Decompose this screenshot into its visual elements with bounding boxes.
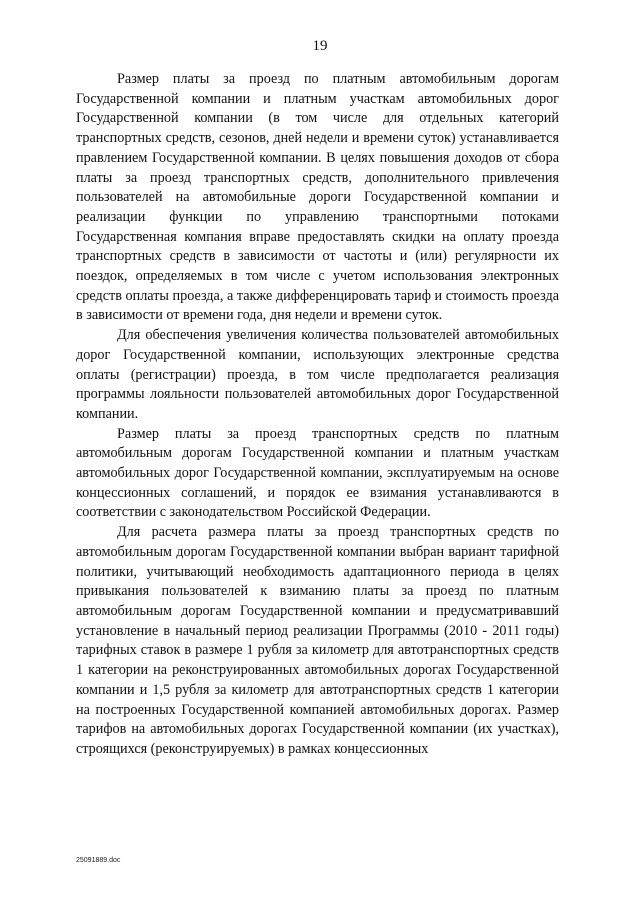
page-number: 19 <box>312 38 328 54</box>
footer-document-reference: 25091889.doc <box>76 857 121 864</box>
paragraph-loyalty-program: Для обеспечения увеличения количества пользователей автомобильных дорог Государственной компании, использующих электронные средства оплаты (регистрации) проезда, в том числе предполагается реализация программы лояльности пользователей автомобильных дорог Государственной компании. <box>76 327 559 422</box>
paragraph-tariff-policy: Для расчета размера платы за проезд транспортных средств по автомобильным дорогам Государственной компании выбран вариант тарифной политики, учитывающий необходимость адаптационного периода в целях привыкания пользователей к взиманию платы за проезд по платным автомобильным дорогам Государственной компании и предусматривавший установление в начальный период реализации Программы (2010 - 2011 годы) тарифных ставок в размере 1 рубля за километр для автотранспортных средств 1 категории на реконструированных автомобильных дорогах Государственной компании и 1,5 рубля за километр для автотранспортных средств 1 категории на построенных Государственной компанией автомобильных дорогах. Размер тарифов на автомобильных дорогах Государственной компании (их участках), строящихся (реконструируемых) в рамках концессионных <box>76 524 559 757</box>
document-body <box>76 70 559 760</box>
paragraph-concession-roads-fees: Размер платы за проезд транспортных средств по платным автомобильным дорогам Государственной компании и платным участкам автомобильных дорог Государственной компании, эксплуатируемым на основе концессионных соглашений, и порядок ее взимания устанавливаются в соответствии с законодательством Российской Федерации. <box>76 425 559 521</box>
paragraph-toll-rates-and-discounts: Размер платы за проезд по платным автомобильным дорогам Государственной компании и платным участкам автомобильных дорог Государственной компании (в том числе для отдельных категорий транспортных средств, сезонов, дней недели и времени суток) устанавливается правлением Государственной компании. В целях повышения доходов от сбора платы за проезд транспортных средств, дополнительного привлечения пользователей на автомобильные дороги Государственной компании и реализации функции по управлению транспортными потоками Государственная компания вправе предоставлять скидки на оплату проезда транспортных средств в зависимости от частоты и (или) регулярности их поездок, определяемых в том числе с учетом использования электронных средств оплаты проезда, а также дифференцировать тариф и стоимость проезда в зависимости от времени года, дня недели и времени суток. <box>76 71 559 324</box>
